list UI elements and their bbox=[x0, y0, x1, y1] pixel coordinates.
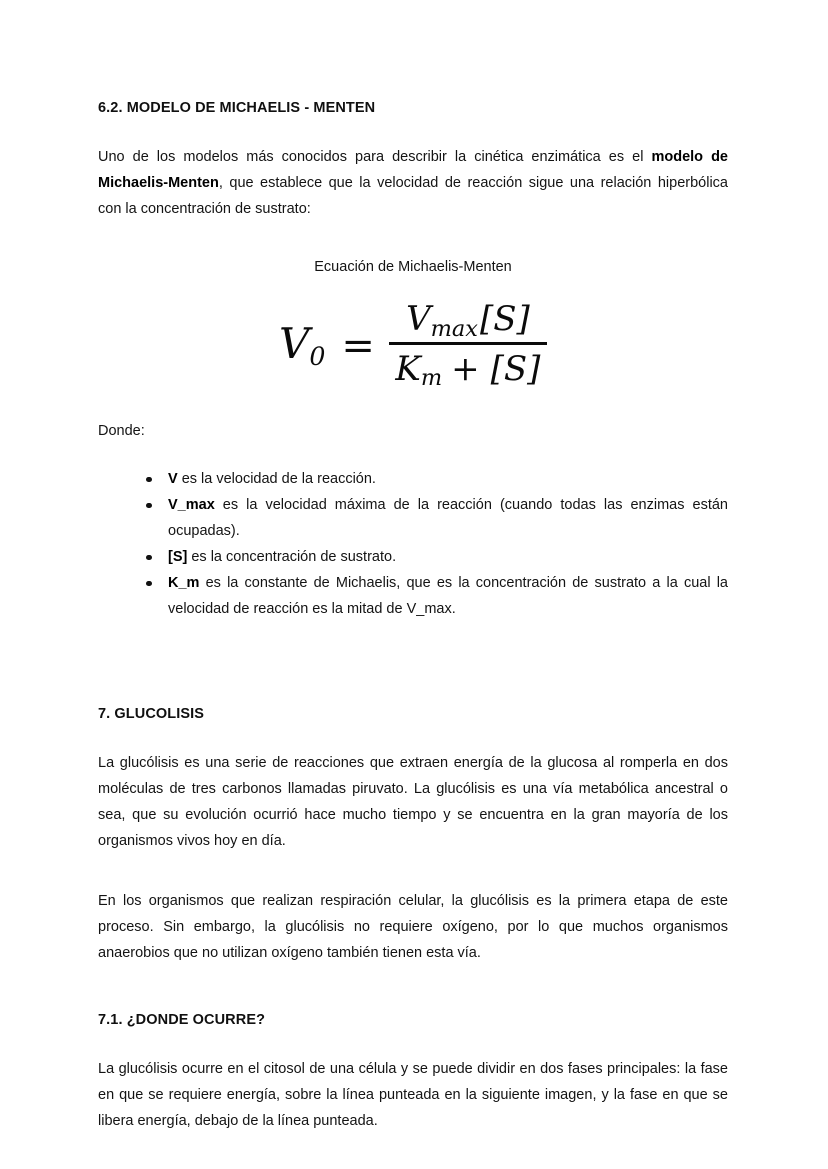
heading-glucolisis: 7. GLUCOLISIS bbox=[98, 705, 205, 722]
paragraph-glucolisis-1: La glucólisis es una serie de reacciones que extraen energía de la glucosa al romperla en dos moléculas de tres carbonos llamadas piruvato. La glucólisis es una vía metabólica ancestral o sea, que su evolución ocurrió hace mucho tiempo y se encuentra en la gran mayoría de los organismos vivos hoy en día. bbox=[98, 754, 728, 849]
label-donde: Donde: bbox=[98, 422, 145, 439]
heading-michaelis-menten: 6.2. MODELO DE MICHAELIS - MENTEN bbox=[98, 100, 376, 116]
michaelis-menten-equation bbox=[98, 299, 728, 392]
list-item bbox=[146, 492, 728, 544]
equation-numerator bbox=[402, 300, 534, 342]
paragraph-donde-ocurre-1: La glucólisis ocurre en el citosol de una célula y se puede dividir en dos fases principales: la fase en que se requiere energía, sobre la línea punteada en la siguiente imagen, y la fase en que se libera energía, debajo de la línea punteada. bbox=[98, 1060, 728, 1129]
equation-caption: Ecuación de Michaelis-Menten bbox=[314, 259, 512, 275]
equation-lhs-subscript: 0 bbox=[309, 341, 326, 371]
equation-denominator-substrate: [S] bbox=[490, 348, 541, 389]
intro-text-bold: modelo de Michaelis-Menten bbox=[98, 149, 728, 191]
equation-plus-sign: + bbox=[451, 348, 480, 389]
paragraph-glucolisis-2: En los organismos que realizan respiración celular, la glucólisis es la primera etapa de este proceso. Sin embargo, la glucólisis no requiere oxígeno, por lo que muchos organismos anaerobios que no utilizan oxígeno también tienen esta vía. bbox=[98, 892, 728, 961]
definition-description: es la velocidad de la reacción. bbox=[177, 470, 376, 487]
list-item bbox=[146, 466, 728, 492]
definition-description: es la concentración de sustrato. bbox=[187, 548, 397, 565]
heading-donde-ocurre: 7.1. ¿DONDE OCURRE? bbox=[98, 1011, 266, 1028]
equation-block bbox=[98, 256, 728, 392]
definition-description: es la constante de Michaelis, que es la concentración de sustrato a la cual la velocidad de reacción es la mitad de V_max. bbox=[168, 574, 728, 617]
document-content bbox=[98, 98, 728, 1134]
intro-text-part1: Uno de los modelos más conocidos para describir la cinética enzimática es el bbox=[98, 149, 652, 165]
definition-term: [S] bbox=[168, 548, 188, 565]
paragraph-michaelis-intro bbox=[98, 144, 728, 222]
equation-denominator-subscript: m bbox=[420, 365, 443, 392]
list-item bbox=[146, 544, 728, 570]
definition-term: V bbox=[168, 470, 178, 487]
definition-term: K_m bbox=[168, 574, 200, 591]
equation-left-hand-side bbox=[279, 318, 326, 371]
definitions-list bbox=[98, 466, 728, 622]
list-item bbox=[146, 570, 728, 622]
intro-text-part2: , que establece que la velocidad de reacción sigue una relación hiperbólica con la concentración de sustrato: bbox=[98, 175, 728, 217]
equation-denominator-variable: K bbox=[395, 348, 421, 389]
equation-denominator bbox=[391, 345, 544, 392]
equation-numerator-subscript: max bbox=[430, 315, 478, 342]
equation-numerator-substrate: [S] bbox=[479, 299, 530, 339]
equation-fraction bbox=[389, 299, 547, 392]
equation-lhs-variable: V bbox=[279, 318, 310, 368]
equation-equals-sign: = bbox=[341, 322, 375, 369]
equation-numerator-variable: V bbox=[406, 299, 431, 339]
definition-term: V_max bbox=[168, 496, 215, 513]
definition-description: es la velocidad máxima de la reacción (cuando todas las enzimas están ocupadas). bbox=[168, 496, 728, 539]
